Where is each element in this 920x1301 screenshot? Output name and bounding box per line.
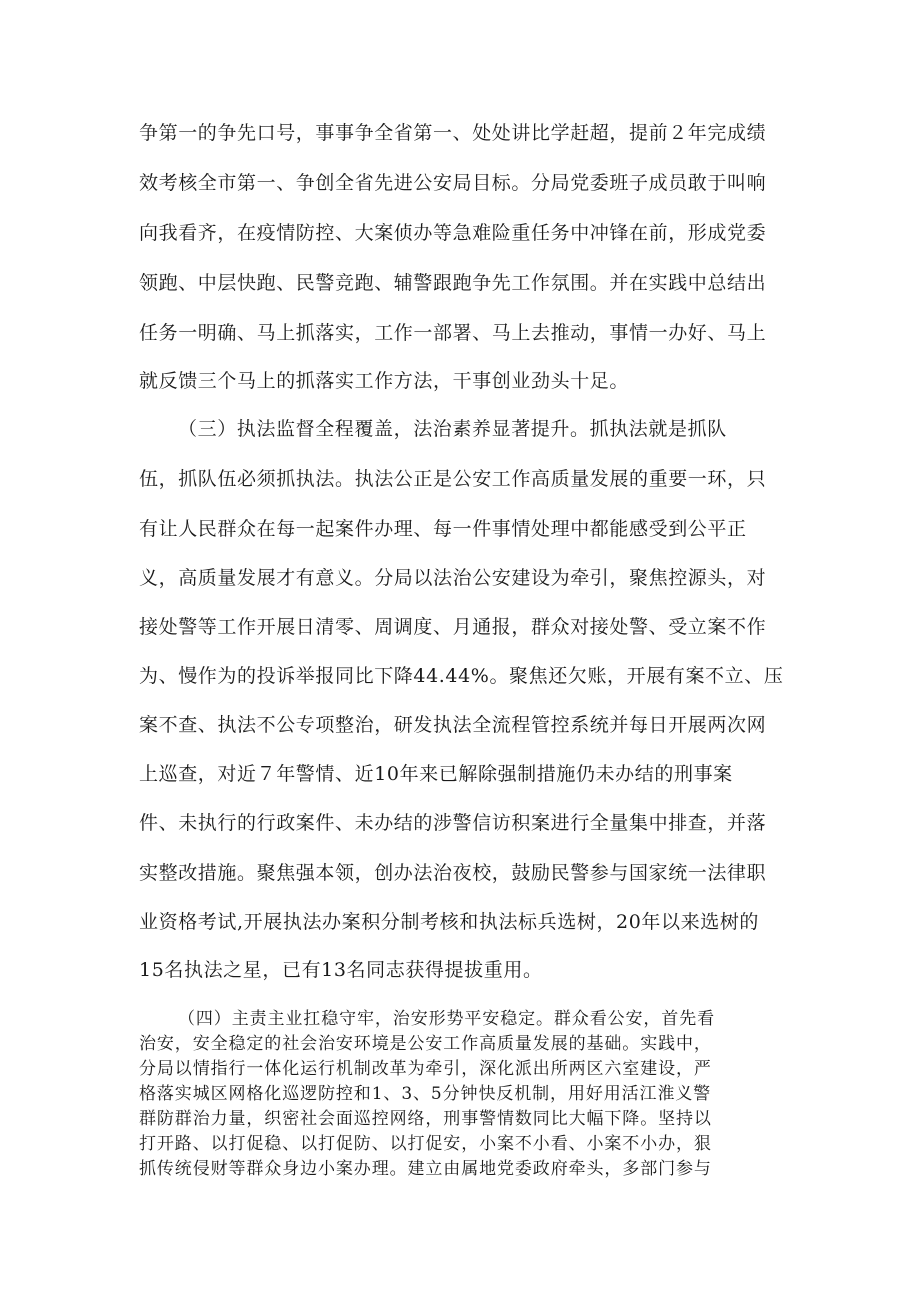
text-line: 分局以情指行一体化运行机制改革为牵引，深化派出所两区六室建设，严 — [139, 1059, 712, 1079]
text-line: 15名执法之星，已有13名同志获得提拔重用。 — [139, 959, 543, 981]
text-line: 业资格考试,开展执法办案积分制考核和执法标兵选树，20年以来选树的 — [139, 911, 760, 933]
text-line: 上巡查，对近７年警情、近10年来已解除强制措施仍未办结的刑事案 — [139, 763, 733, 785]
text-line: 向我看齐，在疫情防控、大案侦办等急难险重任务中冲锋在前，形成党委 — [139, 222, 767, 244]
text-line: 效考核全市第一、争创全省先进公安局目标。分局党委班子成员敢于叫响 — [139, 172, 767, 194]
text-line: 有让人民群众在每一起案件办理、每一件事情处理中都能感受到公平正 — [139, 518, 747, 540]
section-heading-line: （四）主责主业扛稳守牢，治安形势平安稳定。群众看公安，首先看 — [178, 1009, 715, 1029]
section-heading-line: （三）执法监督全程覆盖，法治素养显著提升。抓执法就是抓队 — [178, 418, 727, 440]
text-line: 实整改措施。聚焦强本领，创办法治夜校，鼓励民警参与国家统一法律职 — [139, 862, 767, 884]
text-line: 伍，抓队伍必须抓执法。执法公正是公安工作高质量发展的重要一环，只 — [139, 468, 767, 490]
text-line: 领跑、中层快跑、民警竞跑、辅警跟跑争先工作氛围。并在实践中总结出 — [139, 272, 767, 294]
text-line: 件、未执行的行政案件、未办结的涉警信访积案进行全量集中排查，并落 — [139, 812, 767, 834]
text-line: 任务一明确、马上抓落实，工作一部署、马上去推动，事情一办好、马上 — [139, 322, 767, 344]
text-line: 争第一的争先口号，事事争全省第一、处处讲比学赶超，提前２年完成绩 — [139, 122, 767, 144]
text-line: 就反馈三个马上的抓落实工作方法，干事创业劲头十足。 — [139, 370, 630, 392]
text-line: 义，高质量发展才有意义。分局以法治公安建设为牵引，聚焦控源头，对 — [139, 567, 767, 589]
text-line: 为、慢作为的投诉举报同比下降44.44%。聚焦还欠账，开展有案不立、压 — [139, 665, 784, 687]
text-line: 群防群治力量，织密社会面巡控网络，刑事警情数同比大幅下降。坚持以 — [139, 1109, 712, 1129]
text-line: 打开路、以打促稳、以打促防、以打促安，小案不小看、小案不小办，狠 — [139, 1134, 712, 1154]
text-line: 抓传统侵财等群众身边小案办理。建立由属地党委政府牵头，多部门参与 — [139, 1159, 712, 1179]
text-line: 接处警等工作开展日清零、周调度、月通报，群众对接处警、受立案不作 — [139, 616, 767, 638]
text-line: 格落实城区网格化巡逻防控和1、3、5分钟快反机制，用好用活江淮义警 — [139, 1084, 712, 1104]
text-line: 治安，安全稳定的社会治安环境是公安工作高质量发展的基础。实践中， — [139, 1034, 712, 1054]
text-line: 案不查、执法不公专项整治，研发执法全流程管控系统并每日开展两次网 — [139, 714, 767, 736]
